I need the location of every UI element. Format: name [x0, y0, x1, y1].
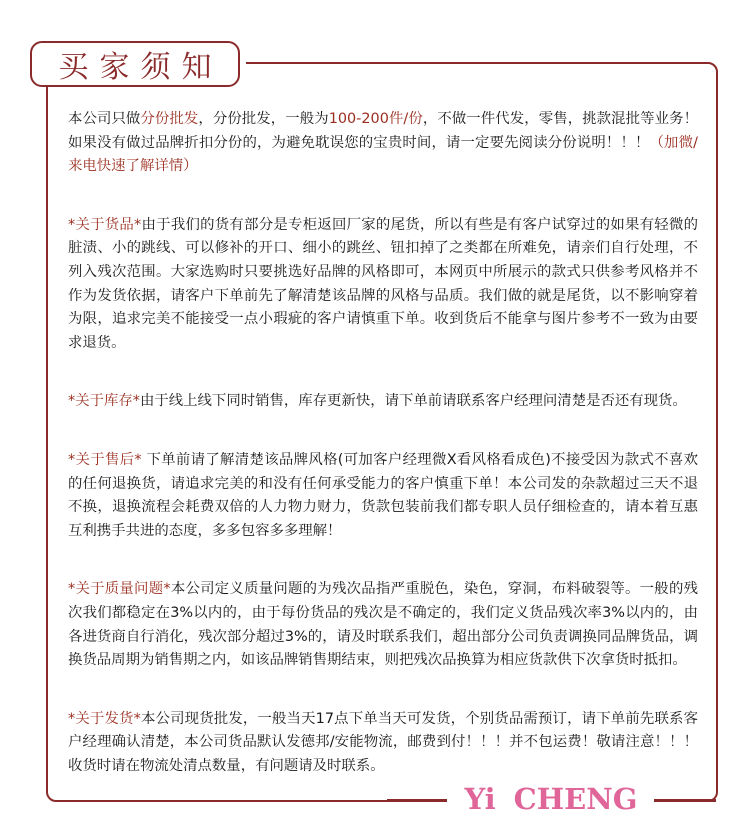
footer-divider-right [654, 799, 716, 802]
section-shipping [68, 708, 698, 779]
brand-logo [452, 781, 650, 817]
page-title: 买家须知 [58, 50, 223, 85]
intro-highlight-2: 100-200件/份 [328, 111, 423, 127]
notice-content [68, 108, 698, 813]
section-heading: *关于货品* [68, 216, 142, 233]
section-body: 下单前请了解清楚该品牌风格(可加客户经理微X看风格看成色)不接受因为款式不喜欢的任何退换货，请追求完美的和没有任何承受能力的客户慎重下单！本公司发的杂款超过三天不退不换，退换流程会耗费双倍的人力物力财力，货款包装前我们都专职人员仔细检查的，请本着互惠互利携手共进的态度，多多包容多多理解！ [68, 451, 698, 539]
section-heading: *关于售后* [68, 451, 142, 468]
section-heading: *关于质量问题* [68, 581, 171, 598]
intro-paragraph [68, 108, 698, 179]
section-body: 本公司现货批发，一般当天17点下单当天可发货，个别货品需预订，请下单前先联系客户经理确认清楚，本公司货品默认发德邦/安能物流，邮费到付！！！并不包运费！敬请注意！！！收货时请在物流处清点数量，有问题请及时联系。 [68, 710, 698, 774]
section-body: 由于线上线下同时销售，库存更新快，请下单前请联系客户经理问清楚是否还有现货。 [139, 393, 687, 410]
section-quality [68, 578, 698, 672]
intro-text-3: ，不做一件代发，零售，挑款混批等业务！如果没有做过品牌折扣分份的，为避免耽误您的宝贵时间，请一定要先阅读分份说明！！！ [68, 111, 698, 151]
section-goods [68, 214, 698, 356]
intro-text-1: 本公司只做 [68, 111, 141, 127]
section-after-sales [68, 449, 698, 543]
brand-text-yi: Yi [464, 782, 496, 816]
intro-text-2: ，分份批发，一般为 [198, 111, 329, 127]
section-body: 本公司定义质量问题的为残次品指严重脱色，染色，穿洞，布料破裂等。一般的残次我们都稳定在3%以内的，由于每份货品的残次是不确定的，我们定义货品残次率3%以内的，由各进货商自行消化，残次部分超过3%的，请及时联系我们，超出部分公司负责调换同品牌货品，调换货品周期为销售期之内，如该品牌销售期结束，则把残次品换算为相应货款供下次拿货时抵扣。 [68, 581, 698, 669]
intro-highlight-3: （加微/来电快速了解详情） [68, 134, 698, 175]
title-tab [30, 41, 240, 87]
section-body: 由于我们的货有部分是专柜返回厂家的尾货，所以有些是有客户试穿过的如果有轻微的脏渍、小的跳线、可以修补的开口、细小的跳丝、钮扣掉了之类都在所难免，请亲们自行处理，不列入残次范围。大家选购时只要挑选好品牌的风格即可，本网页中所展示的款式只供参考风格并不作为发货依据，请客户下单前先了解清楚该品牌的风格与品质。我们做的就是尾货，以不影响穿着为限，追求完美不能接受一点小瑕疵的客户请慎重下单。收到货后不能拿与图片参考不一致为由要求退货。 [68, 216, 698, 351]
section-heading: *关于发货* [68, 710, 141, 727]
title-connector-gap [240, 59, 246, 67]
section-stock [68, 390, 698, 414]
brand-text-cheng: CHENG [513, 782, 638, 816]
section-heading: *关于库存* [68, 393, 140, 410]
footer-divider-left [387, 799, 447, 802]
intro-highlight-1: 分份批发 [140, 111, 199, 127]
